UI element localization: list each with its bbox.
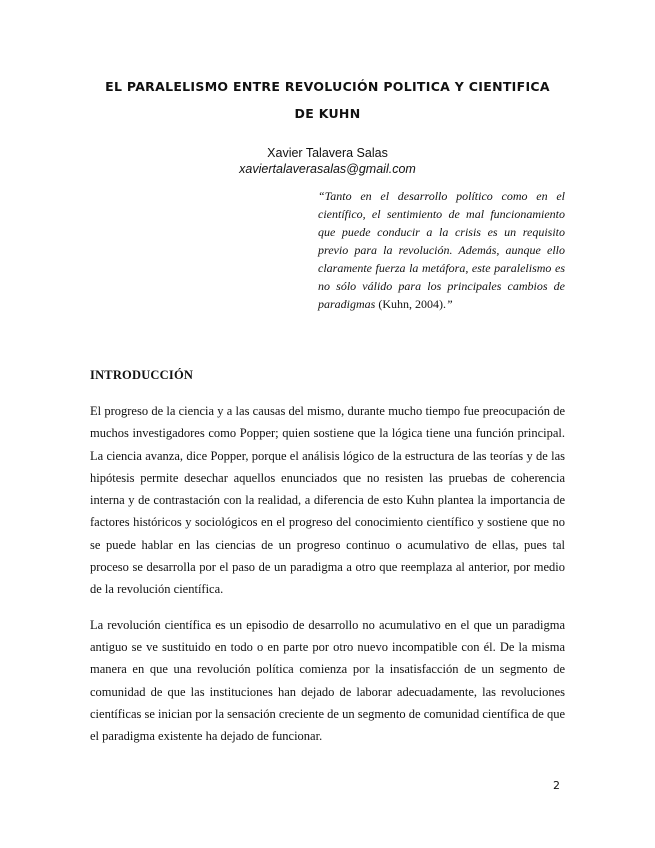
author-name: Xavier Talavera Salas <box>267 146 388 160</box>
body-text <box>90 400 565 760</box>
paragraph: La revolución científica es un episodio de desarrollo no acumulativo en el que un paradigma antiguo se ve sustituido en todo o en parte por otro nuevo incompatible con él. De la misma manera en que una revolución política comienza por la insatisfacción de un segmento de comunidad de que las instituciones han dejado de laborar adecuadamente, las revoluciones científicas se inician por la sensación creciente de un segmento de comunidad científica de que el paradigma existente ha dejado de funcionar. <box>90 617 565 744</box>
document-title <box>80 73 575 127</box>
author-block <box>80 145 575 177</box>
page-number: 2 <box>553 779 560 792</box>
section-heading: INTRODUCCIÓN <box>90 368 194 382</box>
epigraph-close-quote: ” <box>446 297 453 311</box>
author-email: xaviertalaverasalas@gmail.com <box>239 162 416 176</box>
title-line-1: EL PARALELISMO ENTRE REVOLUCIÓN POLITICA Y CIENTIFICA <box>105 79 550 94</box>
epigraph-citation: (Kuhn, 2004). <box>378 297 447 311</box>
paragraph: El progreso de la ciencia y a las causas del mismo, durante mucho tiempo fue preocupación de muchos investigadores como Popper; quien sostiene que la lógica tiene una función principal. La ciencia avanza, dice Popper, porque el análisis lógico de la estructura de las teorías y de las hipótesis permite desechar aquellos enunciados que no resisten las pruebas de coherencia interna y de contrastación con la realidad, a diferencia de esto Kuhn plantea la importancia de factores históricos y sociológicos en el progreso del conocimiento científico y sostiene que no se puede hablar en las ciencias de un progreso continuo o acumulativo de ellas, pues tal proceso se desarrolla por el paso de un paradigma a otro que reemplaza al anterior, por medio de la revolución científica. <box>90 404 565 597</box>
epigraph-text: “Tanto en el desarrollo político como en el científico, el sentimiento de mal funcionamiento que puede conducir a la crisis es un requisito previo para la revolución. Además, aunque ello claramente fuerza la metáfora, este paralelismo es no sólo válido para los principales cambios de paradigmas <box>318 189 565 311</box>
title-line-2: DE KUHN <box>294 106 361 121</box>
epigraph-quote <box>318 187 565 313</box>
